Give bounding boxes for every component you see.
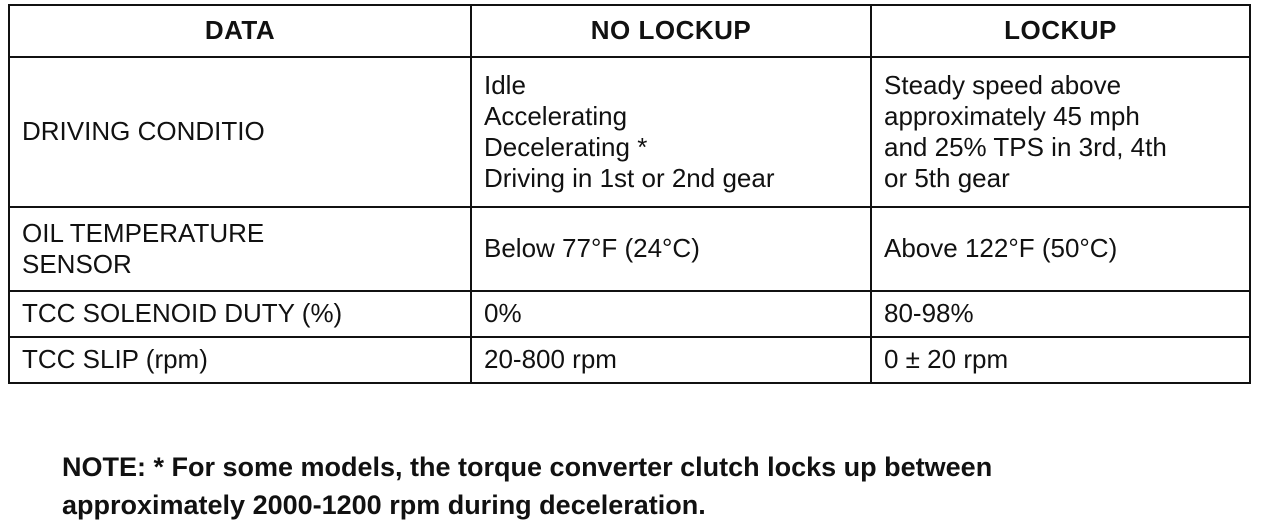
- cell-line: 0%: [484, 298, 522, 329]
- table-row: [9, 337, 1250, 383]
- cell-line: Idle: [484, 69, 526, 100]
- cell-line: OIL TEMPERATURE: [22, 217, 265, 248]
- note-line: approximately 2000-1200 rpm during deceleration.: [62, 490, 706, 520]
- header-lockup: LOCKUP: [871, 5, 1250, 57]
- cell-line: Below 77°F (24°C): [484, 233, 700, 264]
- cell-line: approximately 45 mph: [884, 100, 1140, 131]
- cell-data-tcc-slip: [9, 337, 471, 383]
- cell-no-lockup-driving-condition: [471, 57, 871, 207]
- note-line: NOTE: * For some models, the torque converter clutch locks up between: [62, 452, 993, 482]
- cell-line: 80-98%: [884, 298, 974, 329]
- header-data: DATA: [9, 5, 471, 57]
- cell-no-lockup-tcc-slip: [471, 337, 871, 383]
- table-row: [9, 207, 1250, 291]
- cell-line: and 25% TPS in 3rd, 4th: [884, 132, 1167, 162]
- cell-line: Decelerating *: [484, 132, 648, 162]
- cell-line: or 5th gear: [884, 163, 1010, 194]
- deceleration-note: [62, 448, 1257, 524]
- cell-data-solenoid-duty: [9, 291, 471, 337]
- cell-line: TCC SLIP (rpm): [22, 344, 208, 375]
- cell-line: 20-800 rpm: [484, 344, 617, 375]
- cell-line: 0 ± 20 rpm: [884, 344, 1009, 375]
- cell-line: Driving in 1st or 2nd gear: [484, 163, 775, 194]
- cell-lockup-solenoid-duty: [871, 291, 1250, 337]
- cell-line: Accelerating: [484, 100, 628, 131]
- cell-line: TCC SOLENOID DUTY (%): [22, 298, 343, 329]
- cell-data-driving-condition: [9, 57, 471, 207]
- table-row: [9, 291, 1250, 337]
- table-header-row: [9, 5, 1250, 57]
- cell-line: DRIVING CONDITIO: [22, 116, 265, 147]
- cell-line: Steady speed above: [884, 69, 1122, 100]
- cell-line: Above 122°F (50°C): [884, 233, 1118, 264]
- cell-lockup-tcc-slip: [871, 337, 1250, 383]
- cell-no-lockup-oil-temperature: [471, 207, 871, 291]
- cell-data-oil-temperature: [9, 207, 471, 291]
- table-row: [9, 57, 1250, 207]
- tcc-lockup-table: [8, 4, 1251, 384]
- cell-lockup-oil-temperature: [871, 207, 1250, 291]
- header-no-lockup: NO LOCKUP: [471, 5, 871, 57]
- cell-lockup-driving-condition: [871, 57, 1250, 207]
- cell-no-lockup-solenoid-duty: [471, 291, 871, 337]
- cell-line: SENSOR: [22, 249, 132, 279]
